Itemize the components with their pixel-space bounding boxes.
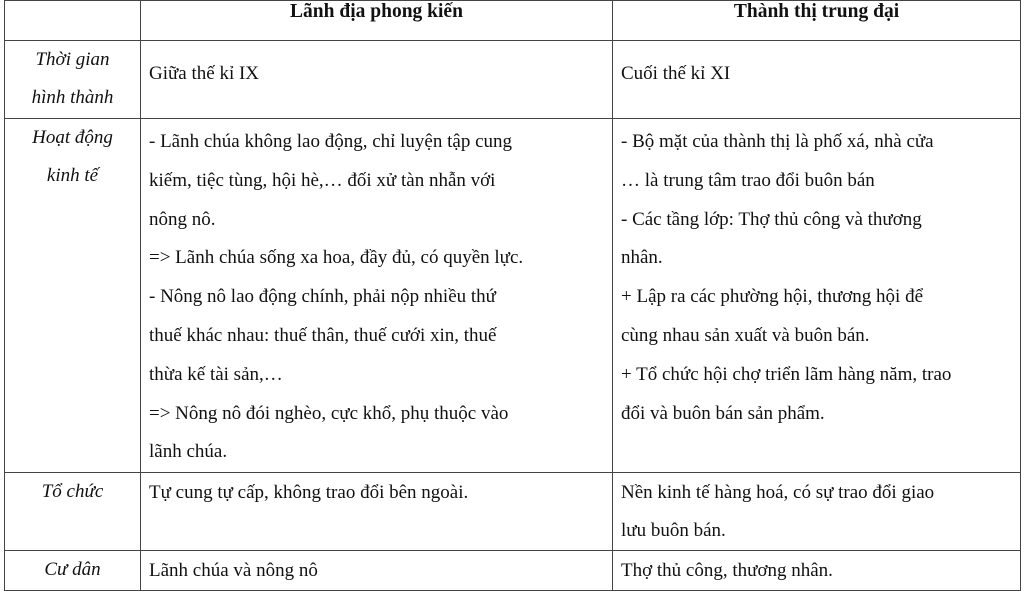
cell-population-town bbox=[613, 551, 1021, 591]
row-label-line: hình thành bbox=[31, 87, 114, 108]
table-row-time bbox=[5, 41, 1021, 119]
cell-text-line: + Tổ chức hội chợ triển lãm hàng năm, trao bbox=[621, 363, 952, 385]
cell-text-line: => Lãnh chúa sống xa hoa, đầy đủ, có quyền lực. bbox=[149, 247, 524, 269]
header-empty-cell bbox=[5, 1, 141, 41]
cell-text-line: nông nô. bbox=[149, 208, 216, 230]
header-feudal-domain: Lãnh địa phong kiến bbox=[141, 1, 613, 41]
header-row bbox=[5, 1, 1021, 41]
table-row-organization bbox=[5, 473, 1021, 551]
cell-text-line: + Lập ra các phường hội, thương hội để bbox=[621, 286, 924, 308]
cell-organization-town bbox=[613, 473, 1021, 551]
cell-text-line: => Nông nô đói nghèo, cực khổ, phụ thuộc vào bbox=[149, 402, 509, 424]
table-row-economy bbox=[5, 119, 1021, 473]
cell-text-line: cùng nhau sản xuất và buôn bán. bbox=[621, 324, 870, 346]
cell-text-line: Thợ thủ công, thương nhân. bbox=[621, 560, 833, 582]
cell-text-line: - Lãnh chúa không lao động, chỉ luyện tập cung bbox=[149, 131, 513, 152]
row-label-organization bbox=[5, 473, 141, 551]
cell-text-line: Lãnh chúa và nông nô bbox=[149, 560, 318, 582]
cell-text-line: … là trung tâm trao đổi buôn bán bbox=[621, 169, 875, 191]
cell-time-town bbox=[613, 41, 1021, 119]
header-medieval-town: Thành thị trung đại bbox=[613, 1, 1021, 41]
row-label-economy bbox=[5, 119, 141, 473]
row-label-line: Hoạt động bbox=[32, 127, 113, 148]
row-label-time bbox=[5, 41, 141, 119]
cell-text-line: thừa kế tài sản,… bbox=[149, 363, 283, 385]
cell-text-line: thuế khác nhau: thuế thân, thuế cưới xin, thuế bbox=[149, 324, 497, 346]
table-row-population bbox=[5, 551, 1021, 591]
cell-text-line: - Các tầng lớp: Thợ thủ công và thương bbox=[621, 208, 922, 230]
row-label-line: Cư dân bbox=[44, 559, 101, 581]
row-label-line: Thời gian bbox=[35, 49, 110, 70]
cell-text: Giữa thế kỉ IX bbox=[149, 63, 260, 84]
cell-time-feudal bbox=[141, 41, 613, 119]
cell-text-line: Nền kinh tế hàng hoá, có sự trao đổi giao bbox=[621, 482, 935, 504]
cell-population-feudal bbox=[141, 551, 613, 591]
cell-text-line: lãnh chúa. bbox=[149, 441, 228, 463]
cell-economy-feudal bbox=[141, 119, 613, 473]
cell-text-line: lưu buôn bán. bbox=[621, 520, 726, 542]
row-label-population bbox=[5, 551, 141, 591]
cell-text-line: nhân. bbox=[621, 247, 663, 269]
cell-text-line: - Nông nô lao động chính, phải nộp nhiều thứ bbox=[149, 286, 496, 308]
row-label-line: Tổ chức bbox=[41, 481, 104, 503]
comparison-table bbox=[4, 0, 1021, 591]
cell-economy-town bbox=[613, 119, 1021, 473]
cell-text-line: - Bộ mặt của thành thị là phố xá, nhà cửa bbox=[621, 131, 934, 152]
row-label-line: kinh tế bbox=[46, 165, 99, 186]
cell-text-line: kiếm, tiệc tùng, hội hè,… đối xử tàn nhẫn với bbox=[149, 169, 496, 191]
cell-text-line: Tự cung tự cấp, không trao đổi bên ngoài. bbox=[149, 482, 469, 504]
cell-text-line: đổi và buôn bán sản phẩm. bbox=[621, 402, 825, 424]
cell-text: Cuối thế kỉ XI bbox=[621, 63, 731, 84]
cell-organization-feudal bbox=[141, 473, 613, 551]
